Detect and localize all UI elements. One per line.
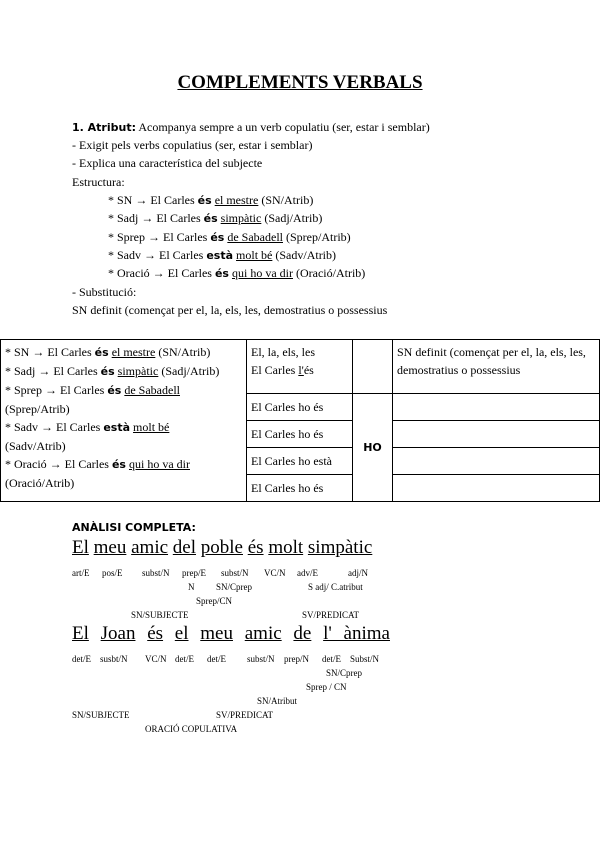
structure-example-sn: * SN → El Carles és el mestre (SN/Atrib) xyxy=(108,193,314,207)
table-examples-cell xyxy=(1,340,247,502)
structure-example-sprep: * Sprep → El Carles és de Sabadell (Sprep/Atrib) xyxy=(108,230,351,244)
tag: SV/PREDICAT xyxy=(216,710,274,720)
table-cell-ho: El Carles ho és xyxy=(247,475,353,502)
atribut-heading-line xyxy=(72,118,430,137)
word: El xyxy=(72,537,89,558)
word: de xyxy=(293,623,312,644)
table-example-sadj: * Sadj → El Carles és simpàtic (Sadj/Atrib) xyxy=(5,364,220,378)
table-cell-blank xyxy=(393,394,600,421)
tag: adj/N xyxy=(348,568,368,578)
structure-example-oracio: * Oració → El Carles és qui ho va dir (Oració/Atrib) xyxy=(108,266,366,280)
table-example-sadv: * Sadv → El Carles està molt bé (Sadv/Atrib) xyxy=(5,420,170,453)
analisi-heading: ANÀLISI COMPLETA: xyxy=(72,521,196,534)
word: meu xyxy=(200,623,233,644)
table-cell-ho: El Carles ho és xyxy=(247,421,353,448)
word: simpàtic xyxy=(307,537,373,558)
table-cell-ho: El Carles ho està xyxy=(247,448,353,475)
table-example-oracio: * Oració → El Carles és qui ho va dir (Oració/Atrib) xyxy=(5,457,190,490)
sn-definit-text: SN definit (començat per el, la, els, les, demostratius o possessius xyxy=(72,303,388,317)
table-cell-blank xyxy=(393,448,600,475)
tag: VC/N xyxy=(145,654,167,664)
structure-example-sadv: * Sadv → El Carles està molt bé (Sadv/Atrib) xyxy=(108,248,337,262)
tag: det/E xyxy=(322,654,341,664)
tag: subst/N xyxy=(247,654,275,664)
tag: Sprep / CN xyxy=(306,682,347,692)
word: és xyxy=(147,623,164,644)
tag: N xyxy=(188,582,195,592)
estructura-label: Estructura: xyxy=(72,175,125,189)
table-cell-empty xyxy=(353,340,393,394)
page-title: COMPLEMENTS VERBALS xyxy=(177,72,423,93)
tag: Sprep/CN xyxy=(196,596,232,606)
tag: det/E xyxy=(175,654,194,664)
word: del xyxy=(172,537,197,558)
tag: Subst/N xyxy=(350,654,380,664)
table-example-sprep: * Sprep → El Carles és de Sabadell (Sprep/Atrib) xyxy=(5,383,180,416)
table-cell-ho-label: HO xyxy=(353,394,393,502)
word: el xyxy=(174,623,189,644)
word: amic xyxy=(131,537,169,558)
tag: prep/E xyxy=(182,568,206,578)
tag: det/E xyxy=(72,654,91,664)
tag: ORACIÓ COPULATIVA xyxy=(145,724,238,734)
atribut-heading: 1. Atribut: xyxy=(72,121,136,134)
tag: adv/E xyxy=(297,568,318,578)
word: El xyxy=(72,623,89,644)
word: meu xyxy=(93,537,127,558)
substitution-table xyxy=(0,339,600,502)
word: l' ànima xyxy=(323,623,390,644)
tag: SN/Cprep xyxy=(216,582,252,592)
tag: SN/SUBJECTE xyxy=(131,610,189,620)
word: poble xyxy=(200,537,243,558)
table-cell-sn-definit: SN definit (començat per el, la, els, les, demostratius o possessius xyxy=(393,340,600,394)
word: amic xyxy=(244,623,282,644)
atribut-line2: - Explica una característica del subjecte xyxy=(72,156,263,170)
tag: art/E xyxy=(72,568,90,578)
atribut-definition: Acompanya sempre a un verb copulatiu (ser, estar i semblar) xyxy=(136,120,430,134)
tag: SN/Atribut xyxy=(257,696,298,706)
tag: prep/N xyxy=(284,654,309,664)
word: Joan xyxy=(100,623,136,644)
tag: det/E xyxy=(207,654,226,664)
tag: susbt/N xyxy=(100,654,128,664)
tag: VC/N xyxy=(264,568,286,578)
substitucio-label: - Substitució: xyxy=(72,285,137,299)
sentence-2 xyxy=(72,623,390,645)
tag: S adj/ C.atribut xyxy=(308,582,363,592)
table-cell-blank xyxy=(393,421,600,448)
tag: SN/SUBJECTE xyxy=(72,710,130,720)
table-cell-articles: El, la, els, les El Carles l'és xyxy=(247,340,353,394)
table-example-sn: * SN → El Carles és el mestre (SN/Atrib) xyxy=(5,345,211,359)
tag: pos/E xyxy=(102,568,123,578)
tag: SV/PREDICAT xyxy=(302,610,360,620)
table-cell-ho: El Carles ho és xyxy=(247,394,353,421)
sentence-1 xyxy=(72,537,372,559)
atribut-line1: - Exigit pels verbs copulatius (ser, estar i semblar) xyxy=(72,138,313,152)
word: és xyxy=(247,537,264,558)
tag: SN/Cprep xyxy=(326,668,362,678)
table-cell-blank xyxy=(393,475,600,502)
tag: subst/N xyxy=(142,568,170,578)
word: molt xyxy=(268,537,304,558)
tag: subst/N xyxy=(221,568,249,578)
structure-example-sadj: * Sadj → El Carles és simpàtic (Sadj/Atrib) xyxy=(108,211,323,225)
